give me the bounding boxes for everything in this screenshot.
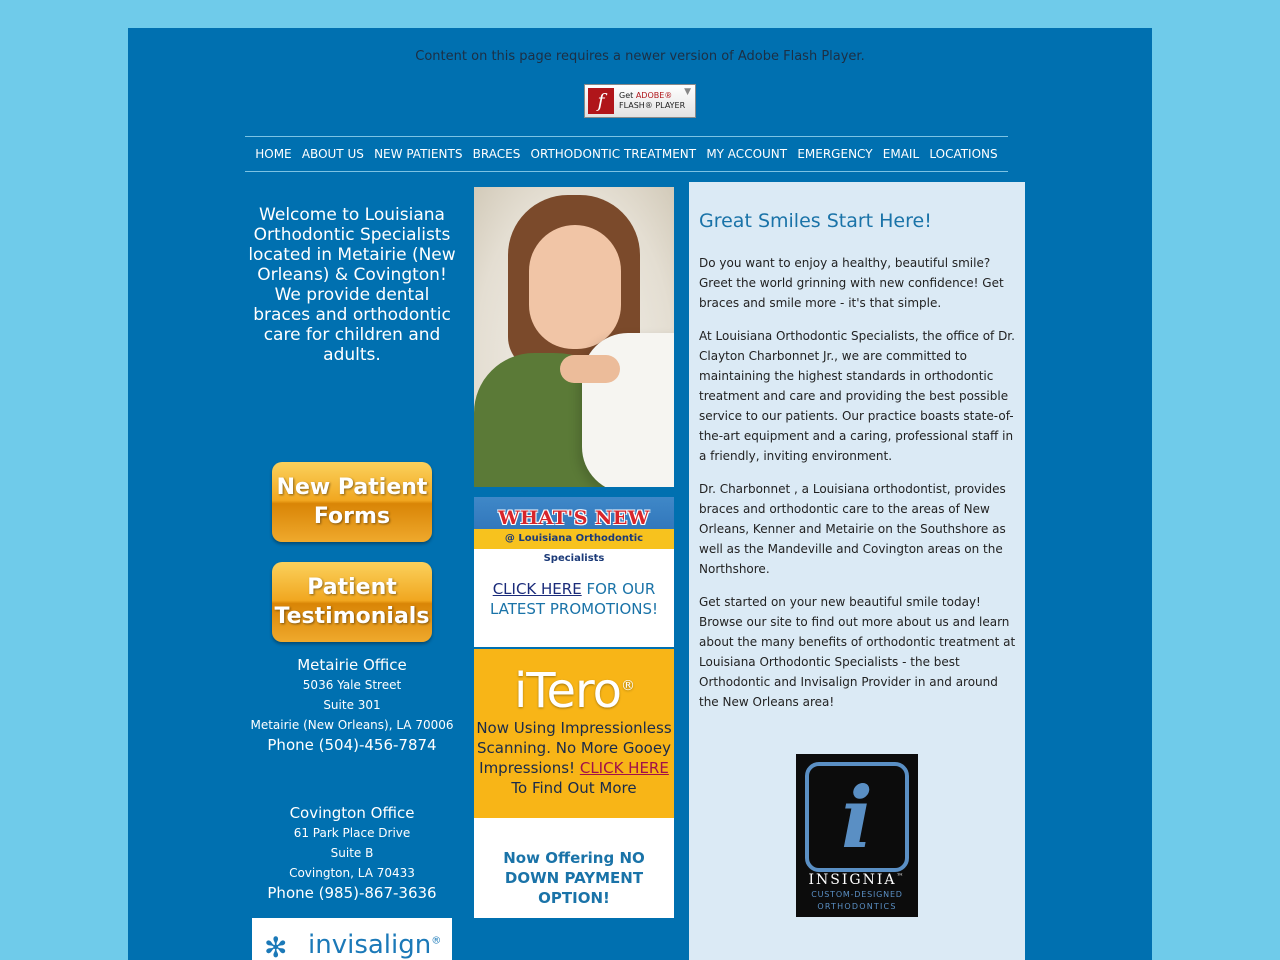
- invisalign-logo-text: [308, 930, 441, 960]
- covington-office: [245, 803, 459, 903]
- itero-description: [474, 718, 674, 798]
- forms-button-line2: Forms: [313, 504, 391, 529]
- testimonials-button-line2: Testimonials: [274, 604, 430, 629]
- flash-required-message: Content on this page requires a newer version of Adobe Flash Player.: [415, 49, 865, 64]
- flash-badge-get: Get: [619, 91, 636, 100]
- insignia-name: [796, 872, 918, 888]
- metairie-office: [245, 655, 459, 755]
- new-patient-forms-button[interactable]: [272, 462, 432, 542]
- content-wrapper: [128, 28, 1152, 960]
- invisalign-star-icon: ✻: [264, 931, 288, 960]
- office-phone[interactable]: Phone (985)-867-3636: [267, 884, 437, 902]
- insignia-tagline: ORTHODONTICS: [817, 902, 897, 911]
- whats-new-subtitle: @ Louisiana Orthodontic Specialists: [474, 529, 674, 549]
- itero-text-before: Now Using Impressionless Scanning. No More Gooey Impressions!: [476, 719, 672, 777]
- office-suite: Suite 301: [323, 698, 381, 712]
- patient-testimonials-button[interactable]: [272, 562, 432, 642]
- no-down-payment-panel: [474, 818, 674, 918]
- itero-link[interactable]: CLICK HERE: [579, 759, 669, 777]
- insignia-frame: [805, 762, 909, 872]
- welcome-text: Welcome to Louisiana Orthodontic Specialists located in Metairie (New Orleans) & Covington! We provide dental braces and orthodontic care for children and adults.: [248, 205, 456, 365]
- intro-paragraph: Dr. Charbonnet , a Louisiana orthodontist, provides braces and orthodontic care to the areas of New Orleans, Kenner and Metairie on the Southshore as well as the Mandeville and Covington areas on the Northshore.: [699, 482, 1006, 576]
- main-nav: [245, 136, 1008, 172]
- smiling-girl-photo: [474, 187, 674, 487]
- flash-badge-player: FLASH® PLAYER: [619, 101, 686, 110]
- office-suite: Suite B: [330, 846, 374, 860]
- nav-emergency[interactable]: EMERGENCY: [797, 147, 873, 161]
- nav-home[interactable]: HOME: [255, 147, 292, 161]
- insignia-name-text: INSIGNIA: [808, 872, 897, 888]
- insignia-trademark: ™: [896, 872, 906, 881]
- intro-paragraph: At Louisiana Orthodontic Specialists, the office of Dr. Clayton Charbonnet Jr., we are committed to maintaining the highest standards in orthodontic treatment and care and providing the best possible service to our patients. Our practice boasts state-of-the-art equipment and a caring, professional staff in a friendly, inviting environment.: [699, 329, 1015, 463]
- photo-hands: [560, 355, 620, 383]
- nav-new-patients[interactable]: NEW PATIENTS: [374, 147, 463, 161]
- itero-text-after: To Find Out More: [511, 779, 637, 797]
- nav-about-us[interactable]: ABOUT US: [301, 147, 364, 161]
- whats-new-panel: [474, 497, 674, 647]
- insignia-tagline: CUSTOM-DESIGNED: [811, 890, 903, 899]
- nav-email[interactable]: EMAIL: [882, 147, 920, 161]
- office-city: Metairie (New Orleans), LA 70006: [250, 718, 454, 732]
- nav-my-account[interactable]: MY ACCOUNT: [706, 147, 788, 161]
- intro-text: [699, 253, 1017, 725]
- itero-registered-mark: ®: [621, 678, 635, 694]
- office-city: Covington, LA 70433: [289, 866, 415, 880]
- nav-orthodontic-treatment[interactable]: ORTHODONTIC TREATMENT: [530, 147, 697, 161]
- office-name: Covington Office: [289, 804, 415, 822]
- get-flash-player-button[interactable]: [584, 84, 696, 118]
- photo-face: [529, 225, 621, 349]
- invisalign-registered-mark: ®: [431, 935, 442, 947]
- itero-banner: [474, 649, 674, 818]
- office-phone[interactable]: Phone (504)-456-7874: [267, 736, 437, 754]
- flash-badge-adobe: ADOBE®: [635, 91, 673, 100]
- office-street: 5036 Yale Street: [302, 678, 402, 692]
- insignia-i-icon: i: [841, 768, 873, 867]
- nav-locations[interactable]: LOCATIONS: [929, 147, 998, 161]
- no-down-payment-text: Now Offering NO DOWN PAYMENT OPTION!: [503, 849, 645, 907]
- main-content-panel: [689, 182, 1025, 960]
- flash-player-icon: f: [588, 88, 614, 114]
- page-headline: Great Smiles Start Here!: [699, 210, 932, 232]
- promotions-text: [474, 579, 674, 619]
- intro-paragraph: Do you want to enjoy a healthy, beautiful smile? Greet the world grinning with new confidence! Get braces and smile more - it's that simple.: [699, 256, 1004, 310]
- office-name: Metairie Office: [297, 656, 407, 674]
- whats-new-title: WHAT'S NEW: [498, 507, 650, 529]
- promotions-link[interactable]: CLICK HERE: [492, 580, 582, 598]
- testimonials-button-line1: Patient: [307, 575, 397, 600]
- invisalign-word: invisalign: [308, 930, 432, 960]
- whats-new-header: [474, 497, 674, 564]
- itero-logo: [474, 663, 674, 719]
- invisalign-banner[interactable]: [252, 918, 452, 960]
- office-street: 61 Park Place Drive: [293, 826, 411, 840]
- download-arrow-icon: ▼: [684, 87, 691, 97]
- insignia-logo[interactable]: [796, 754, 918, 917]
- flash-badge-text: [619, 91, 685, 111]
- nav-braces[interactable]: BRACES: [472, 147, 521, 161]
- promotions-label: FOR OUR LATEST PROMOTIONS!: [489, 580, 659, 618]
- forms-button-line1: New Patient: [276, 475, 428, 500]
- intro-paragraph: Get started on your new beautiful smile today! Browse our site to find out more about us and learn about the many benefits of orthodontic treatment at Louisiana Orthodontic Specialists - the best Orthodontic and Invisalign Provider in and around the New Orleans area!: [699, 595, 1016, 709]
- itero-logo-text: iTero: [513, 663, 622, 719]
